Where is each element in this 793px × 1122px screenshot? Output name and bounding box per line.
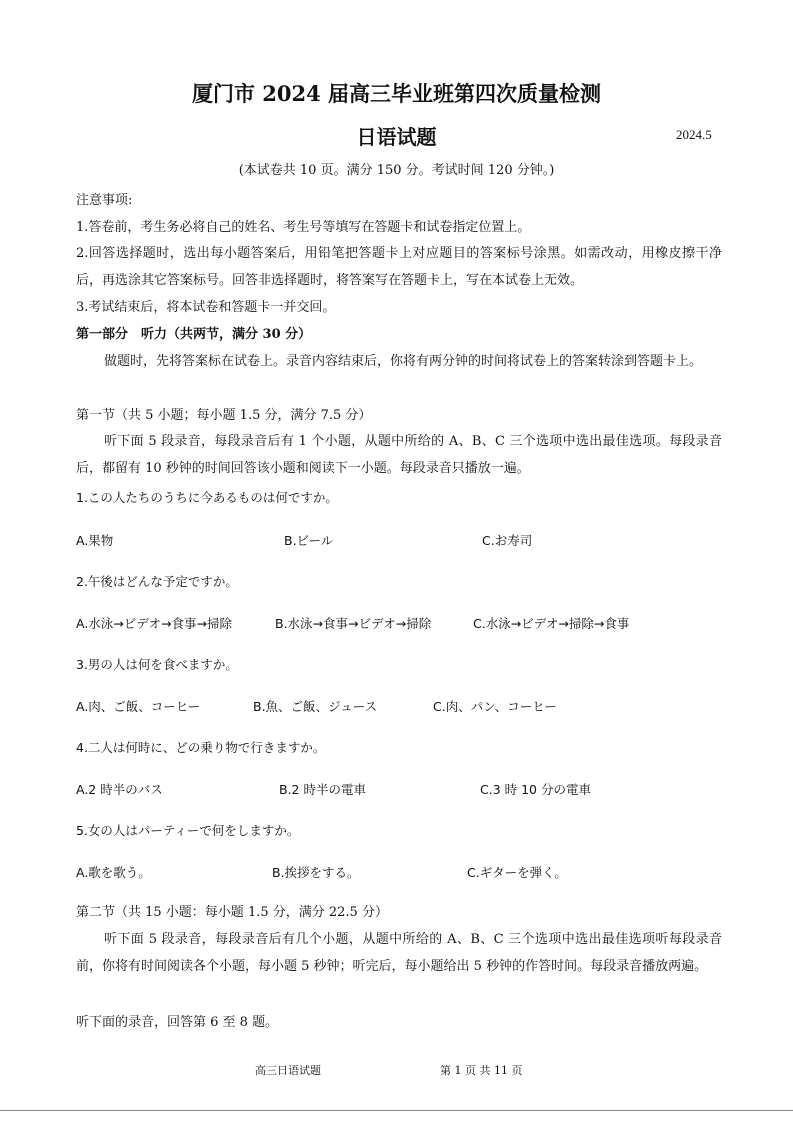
question-2-stem: 2.午後はどんな予定ですか。 bbox=[76, 574, 238, 589]
question-1-option-c: C.お寿司 bbox=[482, 533, 533, 548]
question-1-option-b: B.ビール bbox=[284, 533, 334, 548]
question-5-stem: 5.女の人はパーティーで何をしますか。 bbox=[76, 823, 300, 838]
section2-next: 听下面的录音，回答第 6 至 8 题。 bbox=[76, 1015, 279, 1030]
question-1-option-a: A.果物 bbox=[76, 533, 114, 548]
footer-page-number: 第 1 页 共 11 页 bbox=[440, 1064, 523, 1077]
question-2-option-a: A.水泳→ビデオ→食事→掃除 bbox=[76, 616, 232, 631]
notes-item-2: 2.回答选择题时，选出每小题答案后，用铅笔把答题卡上对应题目的答案标号涂黑。如需改动，用橡皮擦干净后，再选涂其它答案标号。回答非选择题时，将答案写在答题卡上，写在本试卷上无效。 bbox=[76, 246, 722, 288]
question-3-option-c: C.肉、パン、コーヒー bbox=[433, 699, 557, 714]
part1-instructions: 做题时，先将答案标在试卷上。录音内容结束后，你将有两分钟的时间将试卷上的答案转涂到答题卡上。 bbox=[104, 354, 703, 369]
page-title: 厦门市 2024 届高三毕业班第四次质量检测 bbox=[191, 81, 602, 106]
part1-heading: 第一部分 听力（共两节，满分 30 分） bbox=[76, 327, 312, 342]
question-4-option-a: A.2 時半のバス bbox=[76, 782, 163, 797]
question-3-stem: 3.男の人は何を食べますか。 bbox=[76, 657, 238, 672]
page-subtitle: 日语试题 bbox=[356, 125, 437, 149]
section1-heading: 第一节（共 5 小题；每小题 1.5 分，满分 7.5 分） bbox=[76, 408, 372, 423]
section2-heading: 第二节（共 15 小题：每小题 1.5 分，满分 22.5 分） bbox=[76, 905, 388, 920]
question-3-option-b: B.魚、ご飯、ジュース bbox=[253, 699, 378, 714]
question-1-stem: 1.この人たちのうちに今あるものは何ですか。 bbox=[76, 490, 338, 505]
exam-date: 2024.5 bbox=[676, 127, 712, 142]
section2-instructions: 听下面 5 段录音，每段录音后有几个小题，从题中所给的 A、B、C 三个选项中选出最佳选项听每段录音前，你将有时间阅读各个小题，每小题 5 秒钟；听完后，每小题给出 5 秒钟的作答时间。每段录音播放两遍。 bbox=[76, 932, 722, 974]
notes-heading: 注意事项: bbox=[76, 193, 133, 208]
exam-info: (本试卷共 10 页。满分 150 分。考试时间 120 分钟。) bbox=[238, 163, 555, 178]
question-2-option-b: B.水泳→食事→ビデオ→掃除 bbox=[275, 616, 432, 631]
notes-item-1: 1.答卷前，考生务必将自己的姓名、考生号等填写在答题卡和试卷指定位置上。 bbox=[76, 220, 531, 235]
notes-item-3: 3.考试结束后，将本试卷和答题卡一并交回。 bbox=[76, 300, 336, 315]
bottom-divider bbox=[0, 1110, 793, 1111]
question-5-option-b: B.挨拶をする。 bbox=[272, 865, 360, 880]
section1-instructions: 听下面 5 段录音，每段录音后有 1 个小题，从题中所给的 A、B、C 三个选项中选出最佳选项。每段录音后，都留有 10 秒钟的时间回答该小题和阅读下一小题。每段录音只播放一遍。 bbox=[76, 434, 722, 476]
question-5-option-c: C.ギターを弾く。 bbox=[467, 865, 567, 880]
question-5-option-a: A.歌を歌う。 bbox=[76, 865, 151, 880]
footer-exam-name: 高三日语试题 bbox=[255, 1064, 321, 1077]
question-2-option-c: C.水泳→ビデオ→掃除→食事 bbox=[473, 616, 630, 631]
question-4-stem: 4.二人は何時に、どの乗り物で行きますか。 bbox=[76, 740, 326, 755]
question-4-option-b: B.2 時半の電車 bbox=[279, 782, 366, 797]
question-3-option-a: A.肉、ご飯、コーヒー bbox=[76, 699, 201, 714]
question-4-option-c: C.3 時 10 分の電車 bbox=[480, 782, 591, 797]
